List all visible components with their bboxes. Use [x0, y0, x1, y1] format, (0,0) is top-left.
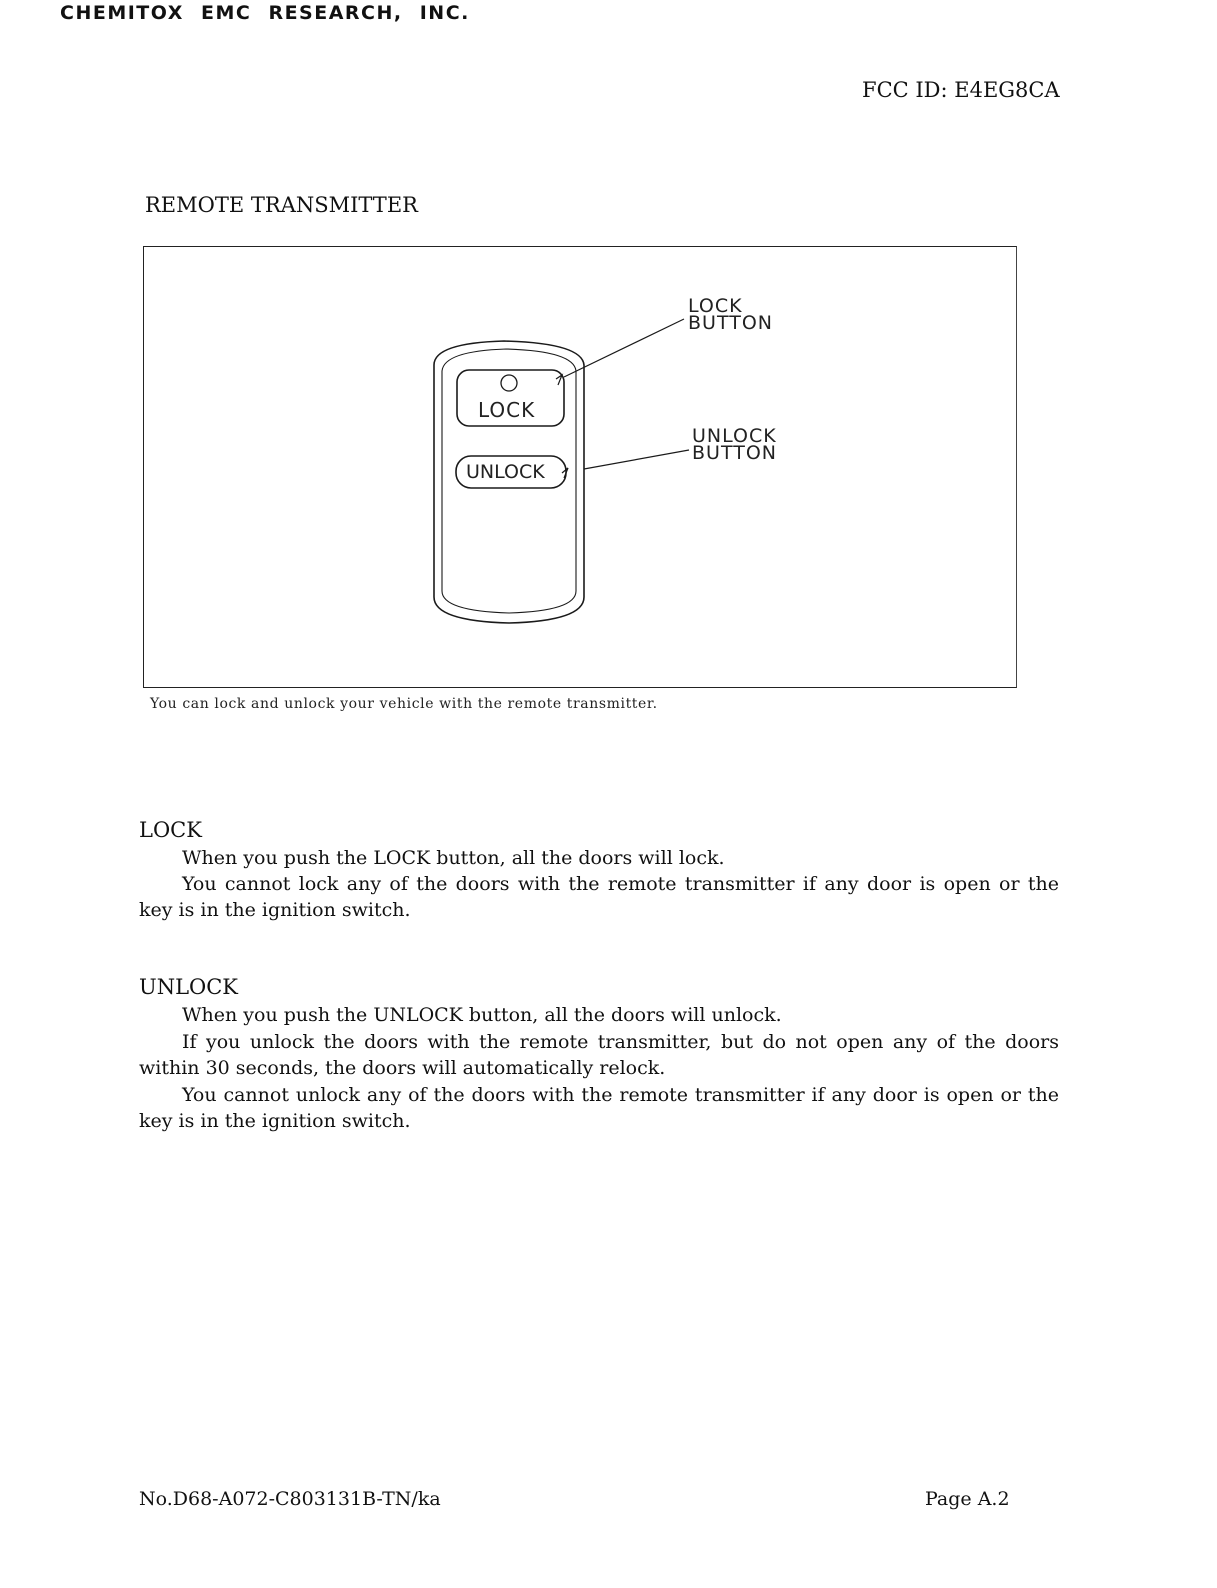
lock-paragraph-1: When you push the LOCK button, all the doors will lock.	[182, 847, 725, 869]
remote-transmitter-figure	[143, 246, 1017, 688]
document-number: No.D68-A072-C803131B-TN/ka	[139, 1488, 441, 1510]
section-title: REMOTE TRANSMITTER	[145, 193, 418, 217]
unlock-leader-line	[584, 450, 689, 469]
unlock-paragraph-1: When you push the UNLOCK button, all the doors will unlock.	[182, 1004, 782, 1026]
remote-transmitter-illustration	[144, 247, 1016, 687]
unlock-arrow-tick	[562, 468, 568, 478]
lock-paragraph-2: You cannot lock any of the doors with the remote transmitter if any door is open or the key is in the ignition switch.	[139, 873, 1059, 921]
lock-arrow-tick	[556, 375, 562, 385]
unlock-callout-line1: UNLOCK	[692, 425, 777, 447]
unlock-heading: UNLOCK	[139, 975, 238, 999]
page-number: Page A.2	[925, 1488, 1010, 1510]
figure-caption: You can lock and unlock your vehicle with the remote transmitter.	[150, 696, 658, 712]
lock-leader-line	[564, 319, 684, 377]
lock-callout-line2: BUTTON	[688, 312, 773, 334]
unlock-button-callout	[692, 425, 777, 464]
unlock-callout-line2: BUTTON	[692, 442, 777, 464]
lock-button-label: LOCK	[478, 398, 536, 422]
company-name: CHEMITOX EMC RESEARCH, INC.	[60, 2, 470, 24]
lock-button-callout	[688, 295, 773, 334]
unlock-button-label: UNLOCK	[466, 461, 545, 483]
led-indicator	[501, 375, 517, 391]
unlock-paragraph-3: You cannot unlock any of the doors with the remote transmitter if any door is open or the key is in the ignition switch.	[139, 1084, 1059, 1132]
lock-callout-line1: LOCK	[688, 295, 743, 317]
unlock-paragraph-2: If you unlock the doors with the remote transmitter, but do not open any of the doors within 30 seconds, the doors will automatically relock.	[139, 1031, 1059, 1079]
lock-heading: LOCK	[139, 818, 202, 842]
fcc-id: FCC ID: E4EG8CA	[862, 78, 1060, 102]
